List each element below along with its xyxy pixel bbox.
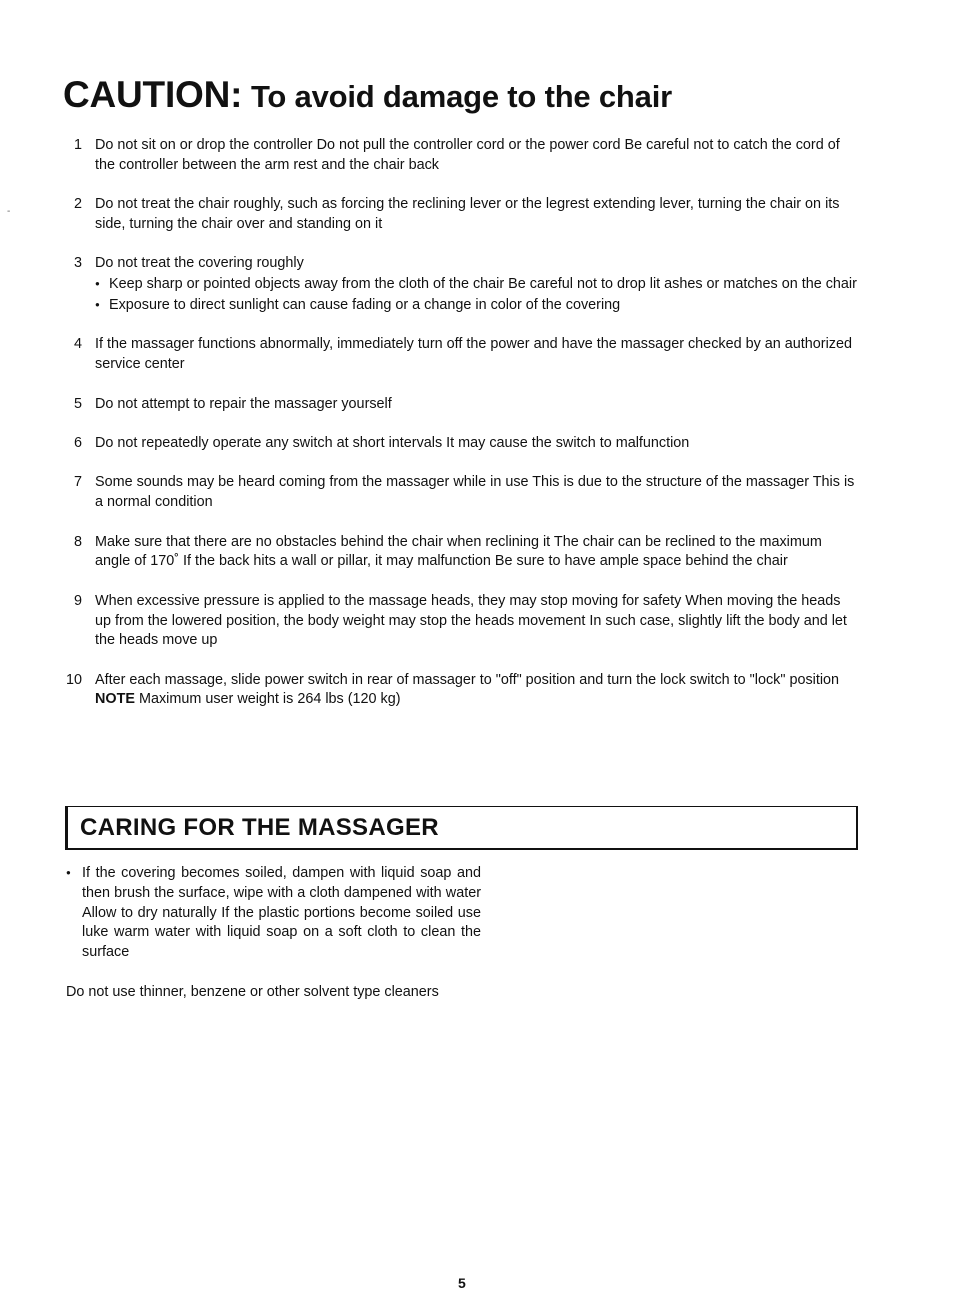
caution-subtitle: To avoid damage to the chair — [250, 79, 672, 114]
section-title: CARING FOR THE MASSAGER — [80, 814, 439, 841]
item-number: 3 — [73, 255, 82, 272]
item-bullet: ● Exposure to direct sunlight can cause fading or a change in color of the covering — [95, 295, 860, 316]
item-text: Do not treat the chair roughly, such as forcing the reclining lever or the legrest extending lever, turning the chair on its side, turning the chair over and standing on it — [95, 196, 840, 232]
item-number: 8 — [73, 533, 82, 550]
page-title — [63, 74, 672, 116]
caring-section-header — [65, 806, 858, 850]
caution-item-10 — [60, 671, 860, 711]
caution-item-3 — [60, 254, 860, 315]
caution-item-7 — [60, 473, 860, 513]
item-number: 4 — [73, 336, 82, 353]
item-text: Some sounds may be heard coming from the massager while in use This is due to the structure of the massager This is a normal condition — [95, 474, 855, 511]
page-number: 5 — [458, 1275, 466, 1291]
caution-list — [60, 136, 860, 730]
item-number: 10 — [65, 671, 82, 688]
note-label: NOTE — [95, 691, 135, 708]
item-text: If the massager functions abnormally, immediately turn off the power and have the massager checked by an authorized service center — [95, 336, 852, 373]
caution-label: CAUTION: — [63, 74, 243, 115]
caring-content — [66, 863, 481, 1002]
note-text: Maximum user weight is 264 lbs (120 kg) — [138, 691, 401, 708]
item-text: After each massage, slide power switch in rear of massager to "off" position and turn the lock switch to "lock" position — [95, 671, 840, 688]
item-number: 5 — [73, 395, 82, 412]
caution-item-4 — [60, 335, 860, 375]
item-text: Do not treat the covering roughly — [95, 255, 304, 272]
caution-item-6 — [60, 434, 860, 454]
item-text: Do not repeatedly operate any switch at short intervals It may cause the switch to malfunction — [95, 434, 690, 451]
cleaning-instruction: ● If the covering becomes soiled, dampen with liquid soap and then brush the surface, wipe with a cloth dampened with water Allow to dry naturally If the plastic portions become soiled use luke warm water with liquid soap on a soft cloth to clean the surface — [66, 863, 481, 963]
item-number: 2 — [73, 196, 82, 213]
item-bullet: ● Keep sharp or pointed objects away from the cloth of the chair Be careful not to drop lit ashes or matches on the chair — [95, 274, 860, 295]
item-text: Do not sit on or drop the controller Do not pull the controller cord or the power cord Be careful not to catch the cord of the controller between the arm rest and the chair back — [95, 137, 840, 173]
item-number: 7 — [73, 474, 82, 491]
item-number: 6 — [73, 434, 82, 451]
caution-item-1 — [60, 136, 860, 176]
caution-item-5 — [60, 395, 860, 415]
item-number: 9 — [73, 592, 82, 609]
weight-note — [95, 690, 860, 710]
solvent-warning: Do not use thinner, benzene or other solvent type cleaners — [66, 983, 439, 1000]
item-text: Do not attempt to repair the massager yourself — [95, 395, 392, 412]
item-text: Make sure that there are no obstacles behind the chair when reclining it The chair can be reclined to the maximum angle of 170˚ If the back hits a wall or pillar, it may malfunction Be sure to have ample space behind the chair — [95, 533, 822, 570]
caution-item-8 — [60, 533, 860, 573]
caution-item-2 — [60, 195, 860, 235]
item-number: 1 — [73, 137, 82, 153]
margin-mark: - — [7, 206, 11, 217]
item-text: When excessive pressure is applied to the massage heads, they may stop moving for safety When moving the heads up from the lowered position, the body weight may stop the heads movement In such case, slightly lift the body and let the heads move up — [95, 592, 847, 649]
caution-item-9 — [60, 592, 860, 651]
